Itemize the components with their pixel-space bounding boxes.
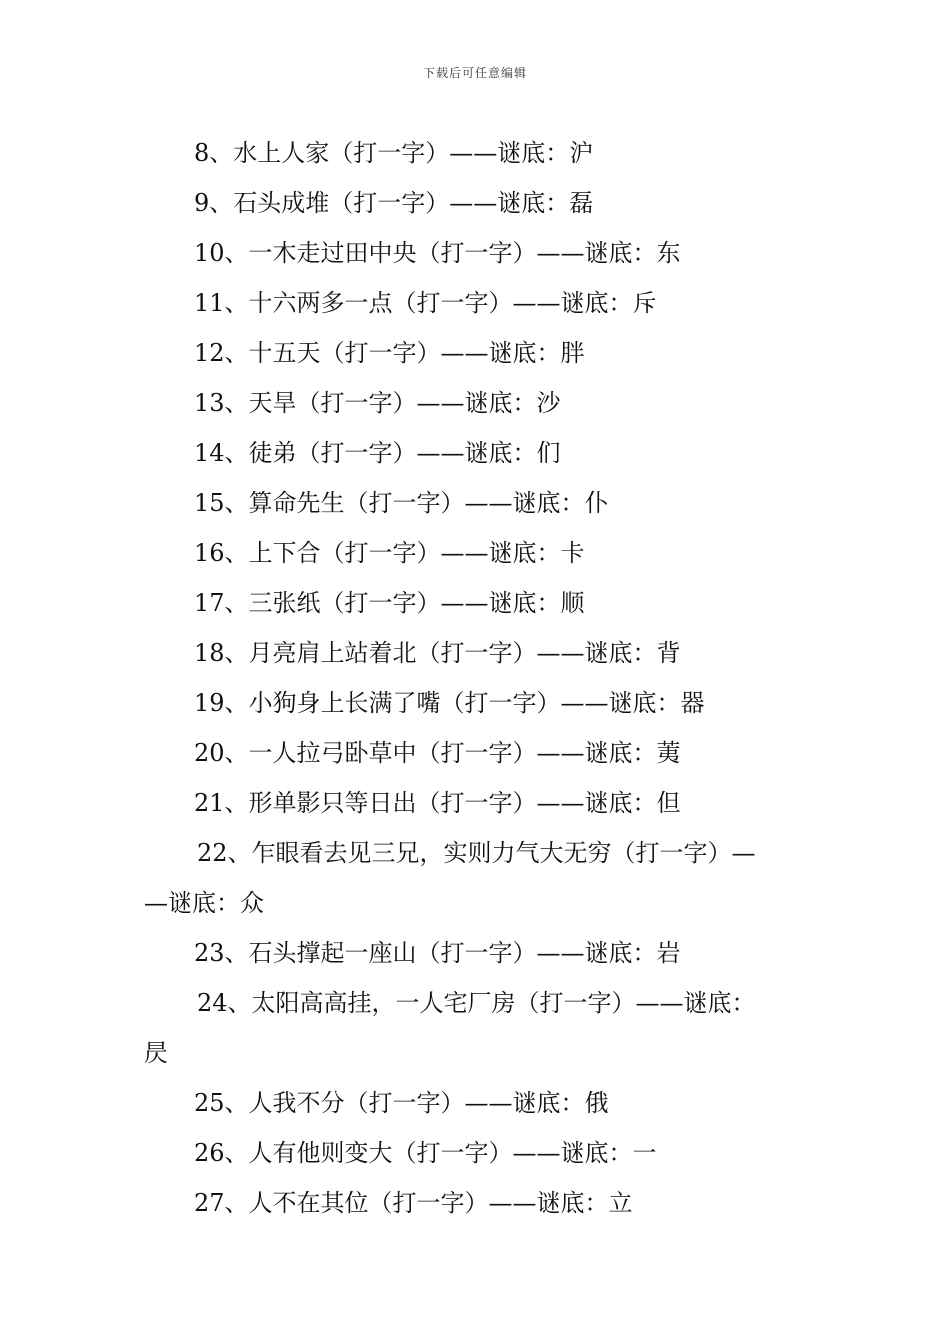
riddle-item-10: 10、一木走过田中央（打一字）——谜底：东 <box>194 239 681 267</box>
riddle-item-24 <box>0 978 756 1078</box>
riddle-item-15: 15、算命先生（打一字）——谜底：仆 <box>194 489 609 517</box>
riddle-item-11: 11、十六两多一点（打一字）——谜底：斥 <box>194 289 657 317</box>
riddle-item-14: 14、徒弟（打一字）——谜底：们 <box>194 439 561 467</box>
riddle-item-17: 17、三张纸（打一字）——谜底：顺 <box>194 589 585 617</box>
riddle-item-22 <box>0 828 756 928</box>
riddle-item-19: 19、小狗身上长满了嘴（打一字）——谜底：器 <box>194 689 705 717</box>
riddle-item-27: 27、人不在其位（打一字）——谜底：立 <box>194 1189 633 1217</box>
riddle-item-21: 21、形单影只等日出（打一字）——谜底：但 <box>194 789 681 817</box>
riddle-item-26: 26、人有他则变大（打一字）——谜底：一 <box>194 1139 657 1167</box>
riddle-item-8: 8、水上人家（打一字）——谜底：沪 <box>194 139 594 167</box>
riddle-item-24-line-2: 昃 <box>144 1039 168 1067</box>
riddle-item-9: 9、石头成堆（打一字）——谜底：磊 <box>194 189 594 217</box>
riddle-list <box>0 128 950 1228</box>
riddle-item-18: 18、月亮肩上站着北（打一字）——谜底：背 <box>194 639 681 667</box>
riddle-item-20: 20、一人拉弓卧草中（打一字）——谜底：荑 <box>194 739 681 767</box>
riddle-item-23: 23、石头撑起一座山（打一字）——谜底：岩 <box>194 939 681 967</box>
page-header: 下载后可任意编辑 <box>422 66 527 80</box>
riddle-item-22-line-1: 22、乍眼看去见三兄，实则力气大无穷（打一字）— <box>197 839 756 867</box>
riddle-item-13: 13、天旱（打一字）——谜底：沙 <box>194 389 561 417</box>
riddle-item-16: 16、上下合（打一字）——谜底：卡 <box>194 539 585 567</box>
riddle-item-12: 12、十五天（打一字）——谜底：胖 <box>194 339 585 367</box>
riddle-item-22-line-2: —谜底：众 <box>144 889 264 917</box>
riddle-item-25: 25、人我不分（打一字）——谜底：俄 <box>194 1089 609 1117</box>
riddle-item-24-line-1: 24、太阳高高挂，一人宅厂房（打一字）——谜底： <box>197 989 756 1017</box>
